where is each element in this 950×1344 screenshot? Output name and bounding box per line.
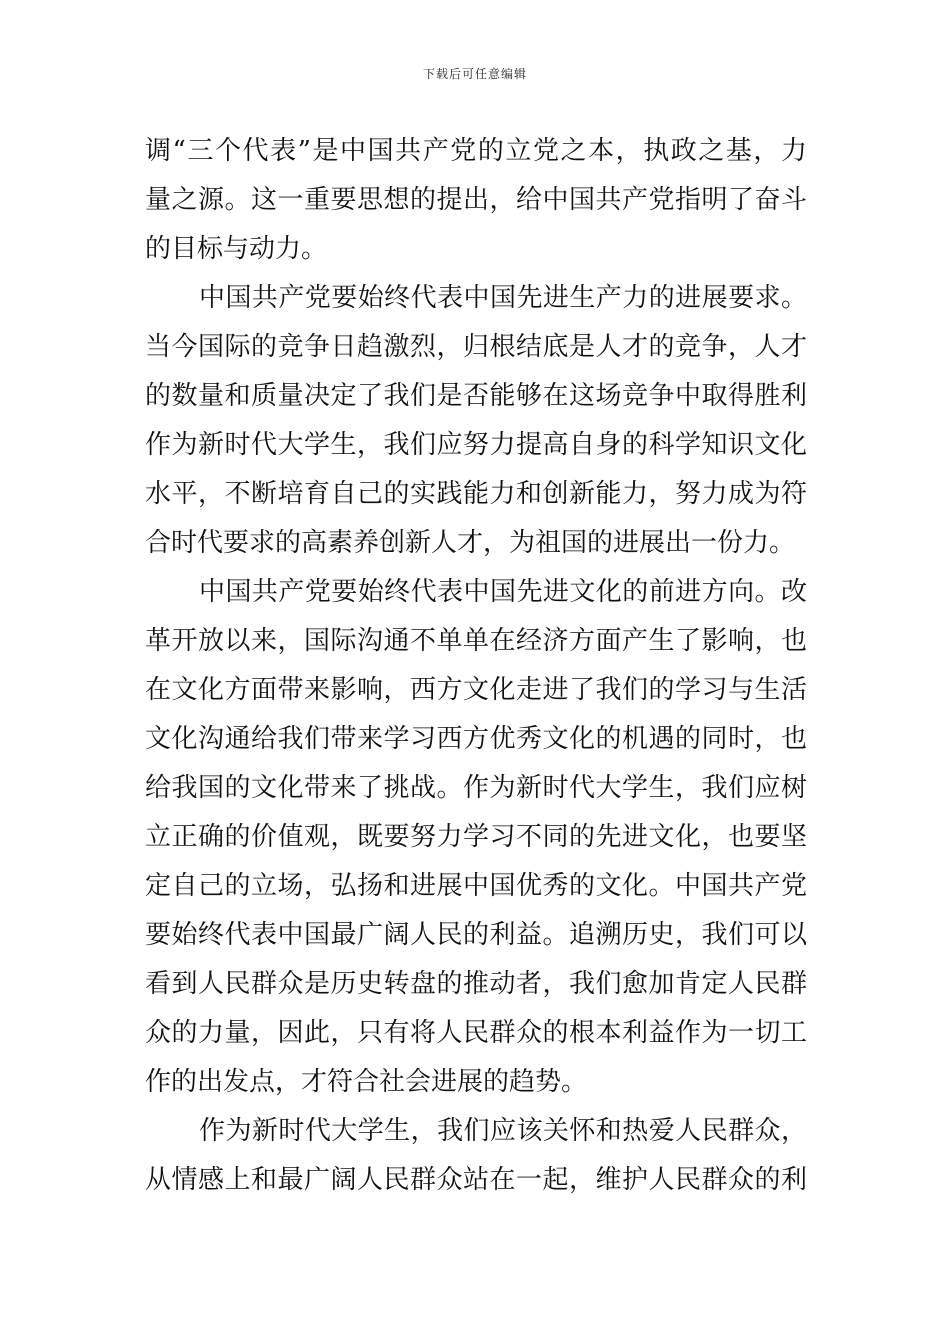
text-line: 量之源。这一重要思想的提出，给中国共产党指明了奋斗 [145, 185, 807, 215]
text-line: 当今国际的竞争日趋激烈，归根结底是人才的竞争，人才 [145, 332, 807, 362]
text-line: 看到人民群众是历史转盘的推动者，我们愈加肯定人民群 [145, 969, 807, 999]
text-line: 作的出发点，才符合社会进展的趋势。 [145, 1067, 588, 1097]
text-line: 文化沟通给我们带来学习西方优秀文化的机遇的同时，也 [145, 724, 807, 754]
text-line: 从情感上和最广阔人民群众站在一起，维护人民群众的利 [145, 1165, 807, 1195]
paragraph-first-line: 作为新时代大学生，我们应该关怀和热爱人民群众， [199, 1116, 807, 1146]
text-line: 要始终代表中国最广阔人民的利益。追溯历史，我们可以 [145, 920, 807, 950]
paragraph-first-line: 中国共产党要始终代表中国先进生产力的进展要求。 [199, 283, 807, 313]
text-line: 的目标与动力。 [145, 234, 328, 264]
page-header: 下载后可任意编辑 [422, 67, 527, 81]
paragraph-first-line: 中国共产党要始终代表中国先进文化的前进方向。改 [199, 577, 807, 607]
text-line: 调“三个代表”是中国共产党的立党之本，执政之基，力 [145, 136, 807, 166]
text-line: 给我国的文化带来了挑战。作为新时代大学生，我们应树 [145, 773, 807, 803]
body-text [145, 127, 807, 1205]
text-line: 立正确的价值观，既要努力学习不同的先进文化，也要坚 [145, 822, 807, 852]
text-line: 众的力量，因此，只有将人民群众的根本利益作为一切工 [145, 1018, 807, 1048]
text-line: 的数量和质量决定了我们是否能够在这场竞争中取得胜利 [145, 381, 807, 411]
text-line: 作为新时代大学生，我们应努力提高自身的科学知识文化 [145, 430, 807, 460]
text-line: 合时代要求的高素养创新人才，为祖国的进展出一份力。 [145, 528, 796, 558]
text-line: 革开放以来，国际沟通不单单在经济方面产生了影响，也 [145, 626, 807, 656]
text-line: 在文化方面带来影响，西方文化走进了我们的学习与生活 [145, 675, 807, 705]
text-line: 定自己的立场，弘扬和进展中国优秀的文化。中国共产党 [145, 871, 807, 901]
text-line: 水平，不断培育自己的实践能力和创新能力，努力成为符 [145, 479, 807, 509]
